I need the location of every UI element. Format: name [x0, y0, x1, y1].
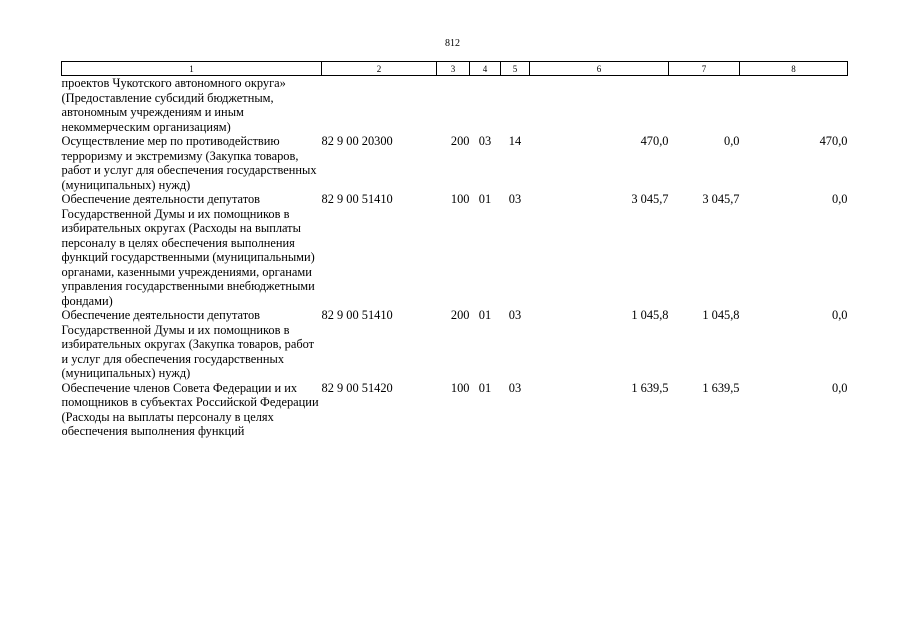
row-subsection: 03: [508, 380, 522, 395]
row-amount-6: 1 045,8: [631, 308, 669, 322]
row-subsection: 14: [508, 134, 522, 148]
header-col-1: 1: [62, 62, 322, 76]
header-col-6: 6: [530, 62, 669, 76]
row-section: 01: [478, 308, 492, 322]
row-target-code: [322, 76, 437, 135]
row-section: 01: [478, 192, 492, 206]
row-amount-7: 1 045,8: [702, 308, 740, 322]
row-amount-8: [740, 76, 848, 135]
row-expense-type: 100: [450, 380, 470, 395]
row-subsection: [501, 76, 530, 135]
header-row: [62, 62, 848, 76]
row-expense-type: 200: [450, 308, 470, 322]
row-expense-type: 200: [450, 134, 470, 148]
row-amount-8: 0,0: [832, 192, 848, 206]
row-amount-8: 0,0: [832, 308, 848, 322]
page-number: 812: [445, 38, 460, 49]
budget-table: [61, 61, 848, 439]
row-section: 01: [478, 380, 492, 395]
row-subsection: 03: [508, 192, 522, 206]
row-section: 03: [478, 134, 492, 148]
table-row: [62, 381, 848, 439]
table-row: [62, 308, 848, 381]
row-target-code: 82 9 00 51410: [321, 308, 393, 322]
row-description: проектов Чукотского автономного округа» (Предоставление субсидий бюджетным, автономным учреждениям и иным некоммерческим организациям): [61, 76, 286, 134]
row-amount-8: 470,0: [819, 134, 848, 148]
row-target-code: 82 9 00 51420: [321, 380, 393, 395]
row-amount-6: 470,0: [640, 134, 669, 148]
row-subsection: 03: [508, 308, 522, 322]
row-target-code: 82 9 00 51410: [321, 192, 393, 206]
row-description: Осуществление мер по противодействию терроризму и экстремизму (Закупка товаров, работ и услуг для обеспечения государственных (муниципальных) нужд): [61, 134, 317, 192]
row-description: Обеспечение деятельности депутатов Государственной Думы и их помощников в избирательных округах (Закупка товаров, работ и услуг для обеспечения государственных (муниципальных) нужд): [61, 308, 315, 380]
row-expense-type: 100: [450, 192, 470, 206]
header-col-4: 4: [470, 62, 501, 76]
row-amount-7: [669, 76, 740, 135]
header-col-7: 7: [669, 62, 740, 76]
row-amount-7: 1 639,5: [702, 380, 740, 395]
row-amount-6: 3 045,7: [631, 192, 669, 206]
header-col-5: 5: [501, 62, 530, 76]
table-row: [62, 76, 848, 135]
header-col-8: 8: [740, 62, 848, 76]
table-row: [62, 192, 848, 308]
table-row: [62, 134, 848, 192]
row-amount-6: 1 639,5: [631, 380, 669, 395]
row-description: Обеспечение деятельности депутатов Государственной Думы и их помощников в избирательных округах (Расходы на выплаты персоналу в целях обеспечения выполнения функций государственными (муниципальными) органами, казенными учреждениями, органами управления государственными внебюджетными фондами): [61, 192, 315, 308]
row-description: Обеспечение членов Совета Федерации и их помощников в субъектах Российской Федерации (Расходы на выплаты персоналу в целях обеспечения выполнения функций: [61, 380, 319, 438]
row-amount-8: 0,0: [832, 380, 848, 395]
header-col-2: 2: [322, 62, 437, 76]
row-amount-7: 0,0: [724, 134, 740, 148]
row-target-code: 82 9 00 20300: [321, 134, 393, 148]
row-section: [470, 76, 501, 135]
row-expense-type: [437, 76, 470, 135]
row-amount-6: [530, 76, 669, 135]
row-amount-7: 3 045,7: [702, 192, 740, 206]
header-col-3: 3: [437, 62, 470, 76]
